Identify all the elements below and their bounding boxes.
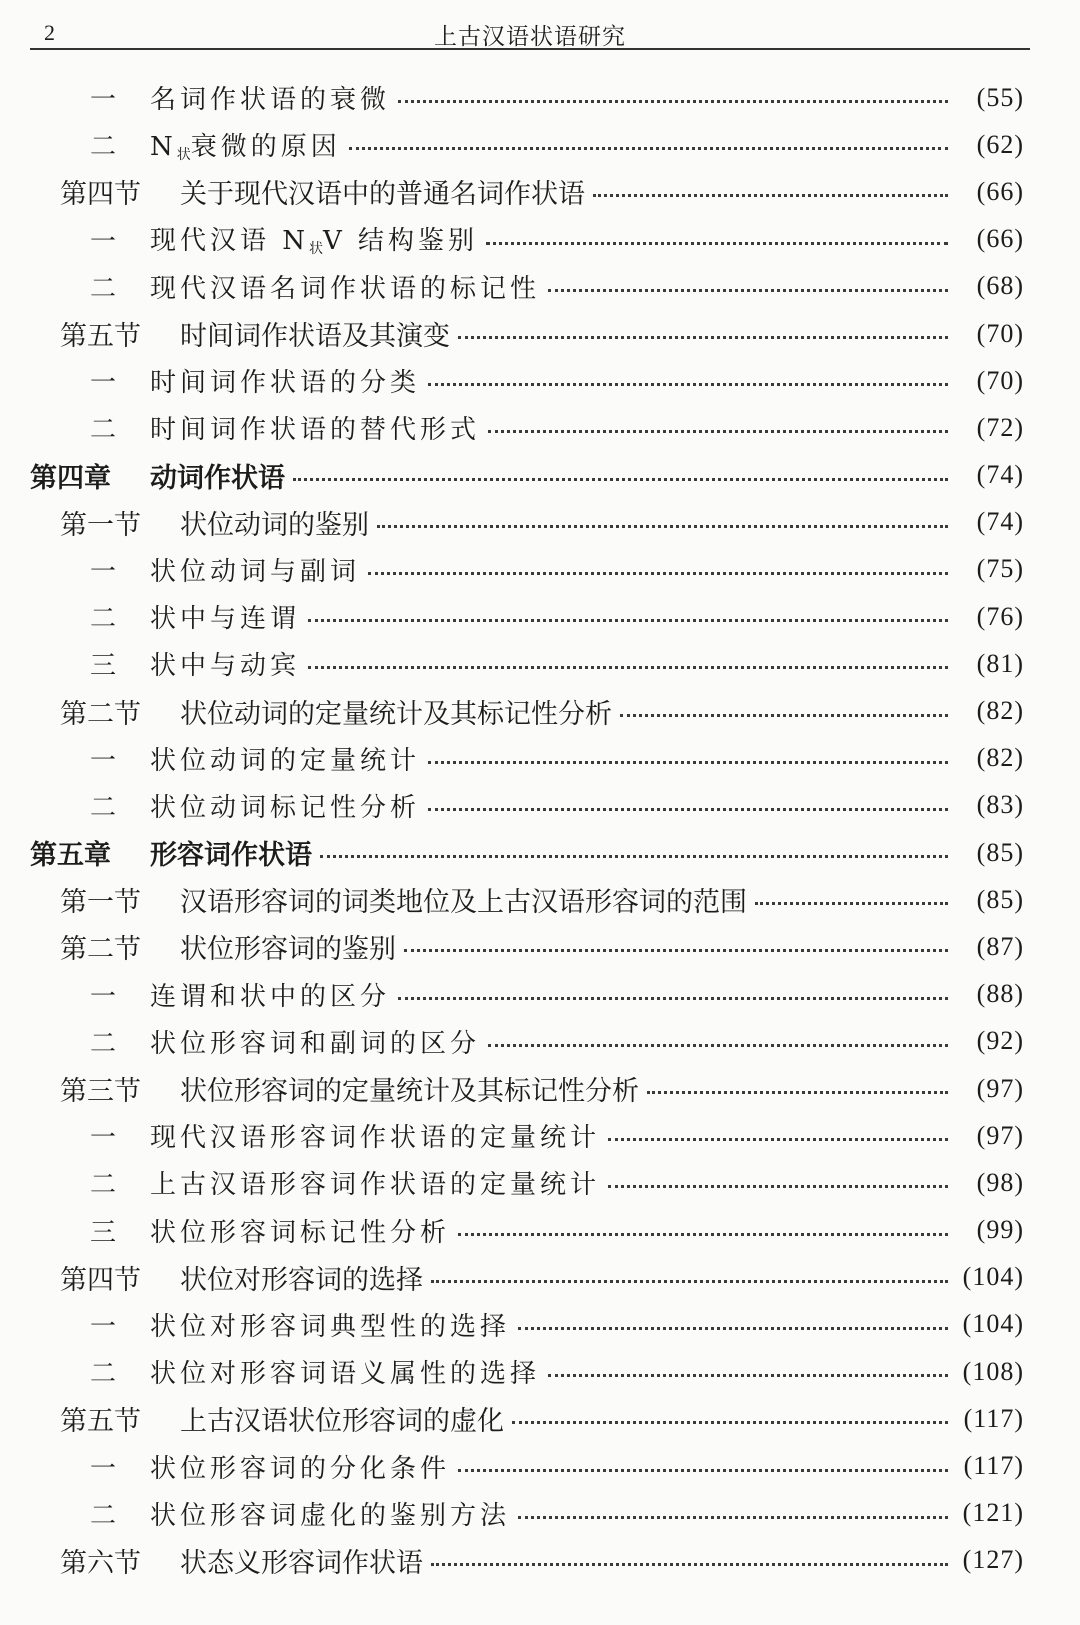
toc-entry-number: 第二节 (60, 698, 141, 730)
toc-entry-sub (0, 404, 1080, 451)
toc-entry-number: 第四章 (30, 462, 111, 494)
toc-entry-sub (0, 1207, 1080, 1254)
toc-entry-sub (0, 1018, 1080, 1065)
toc-entry-page: (104) (962, 1262, 1024, 1292)
toc-entry-page: (66) (976, 176, 1024, 206)
toc-entry-sub (0, 971, 1080, 1018)
toc-entry-number: 第四节 (60, 179, 141, 211)
dot-leader (458, 336, 948, 339)
toc-entry-sub (0, 121, 1080, 168)
toc-entry-page: (82) (976, 696, 1024, 726)
dot-leader (608, 1138, 948, 1141)
toc-entry-number: 一 (90, 226, 120, 257)
toc-entry-section (0, 1537, 1080, 1584)
toc-entry-page: (99) (976, 1215, 1024, 1245)
toc-entry-number: 二 (90, 415, 120, 446)
toc-entry-title: 状位动词的定量统计 (150, 745, 421, 776)
toc-entry-page: (81) (976, 648, 1024, 678)
toc-entry-number: 第一节 (60, 887, 141, 919)
toc-entry-number: 二 (90, 1028, 120, 1059)
toc-entry-title: 状位形容词标记性分析 (150, 1217, 451, 1248)
toc-entry-number: 二 (90, 604, 120, 635)
toc-entry-sub (0, 735, 1080, 782)
toc-entry-sub (0, 782, 1080, 829)
toc-entry-section (0, 168, 1080, 215)
toc-entry-sub (0, 1490, 1080, 1537)
dot-leader (398, 997, 948, 1000)
dot-leader (368, 572, 948, 575)
toc-entry-number: 一 (90, 556, 120, 587)
toc-entry-title: 时间词作状语的替代形式 (150, 415, 481, 446)
toc-entry-title: 状位形容词的定量统计及其标记性分析 (180, 1076, 639, 1108)
toc-entry-page: (97) (976, 1120, 1024, 1150)
dot-leader (398, 100, 948, 103)
toc-entry-sub (0, 216, 1080, 263)
toc-entry-number: 第一节 (60, 509, 141, 541)
toc-entry-page: (76) (976, 601, 1024, 631)
toc-entry-page: (72) (976, 412, 1024, 442)
toc-entry-number: 二 (90, 273, 120, 304)
dot-leader (431, 1280, 948, 1283)
toc-entry-title: 状位形容词虚化的鉴别方法 (150, 1500, 511, 1531)
page-number: 2 (44, 20, 55, 45)
toc-entry-title: 状位对形容词语义属性的选择 (150, 1359, 541, 1390)
toc-entry-page: (83) (976, 790, 1024, 820)
toc-entry-sub (0, 1442, 1080, 1489)
toc-entry-page: (97) (976, 1073, 1024, 1103)
toc-entry-page: (127) (962, 1545, 1024, 1575)
toc-entry-number: 二 (90, 1359, 120, 1390)
toc-entry-number: 第五章 (30, 840, 111, 872)
dot-leader (755, 902, 948, 905)
toc-entry-sub (0, 593, 1080, 640)
toc-entry-section (0, 1065, 1080, 1112)
toc-entry-title: 动词作状语 (150, 462, 285, 494)
toc-entry-title: 汉语形容词的词类地位及上古汉语形容词的范围 (180, 887, 747, 919)
toc-entry-number: 第五节 (60, 321, 141, 353)
dot-leader (488, 430, 948, 433)
toc-entry-page: (74) (976, 507, 1024, 537)
toc-entry-number: 一 (90, 1453, 120, 1484)
toc-entry-sub (0, 1112, 1080, 1159)
dot-leader (377, 525, 948, 528)
toc-entry-sub (0, 546, 1080, 593)
running-title: 上古汉语状语研究 (434, 24, 626, 50)
toc-entry-title (150, 220, 478, 258)
toc-entry-page: (75) (976, 554, 1024, 584)
toc-entry-title: 时间词作状语及其演变 (180, 321, 450, 353)
toc-entry-title: 状位对形容词典型性的选择 (150, 1311, 511, 1342)
toc-entry-number: 一 (90, 981, 120, 1012)
dot-leader (404, 949, 948, 952)
toc-entry-title: 连谓和状中的区分 (150, 981, 391, 1012)
toc-entry-sub (0, 1159, 1080, 1206)
title-subscript: 状 (309, 241, 324, 258)
dot-leader (647, 1091, 948, 1094)
toc-entry-title: 状位动词标记性分析 (150, 792, 421, 823)
toc-entry-section (0, 1395, 1080, 1442)
toc-entry-page: (55) (976, 82, 1024, 112)
dot-leader (518, 1327, 948, 1330)
toc-entry-title: 现代汉语名词作状语的标记性 (150, 273, 541, 304)
dot-leader (593, 194, 948, 197)
toc-entry-sub (0, 357, 1080, 404)
dot-leader (428, 383, 948, 386)
toc-entry-number: 二 (90, 792, 120, 823)
toc-entry-title: 状位对形容词的选择 (180, 1264, 423, 1296)
toc-entry-number: 一 (90, 368, 120, 399)
title-subscript: 状 (176, 146, 191, 163)
toc-entry-page: (68) (976, 271, 1024, 301)
dot-leader (486, 242, 948, 245)
dot-leader (308, 666, 948, 669)
toc-entry-title: 上古汉语状位形容词的虚化 (180, 1406, 504, 1438)
toc-entry-sub (0, 263, 1080, 310)
toc-entry-page: (121) (962, 1498, 1024, 1528)
toc-entry-page: (92) (976, 1026, 1024, 1056)
toc-entry-title (150, 126, 341, 164)
toc-entry-number: 三 (90, 1217, 120, 1248)
toc-entry-number: 二 (90, 1500, 120, 1531)
toc-entry-page: (70) (976, 365, 1024, 395)
toc-entry-page: (108) (962, 1356, 1024, 1386)
dot-leader (608, 1185, 948, 1188)
title-prefix: N (150, 131, 177, 162)
toc-entry-number: 第六节 (60, 1547, 141, 1579)
toc-entry-title: 状中与连谓 (150, 604, 301, 635)
toc-entry-section (0, 1254, 1080, 1301)
toc-entry-section (0, 310, 1080, 357)
toc-entry-sub (0, 74, 1080, 121)
toc-entry-section (0, 876, 1080, 923)
toc-entry-number: 一 (90, 1311, 120, 1342)
toc-entry-page: (62) (976, 129, 1024, 159)
toc-entry-title: 时间词作状语的分类 (150, 368, 421, 399)
dot-leader (320, 855, 948, 858)
title-suffix: 衰微的原因 (190, 131, 341, 162)
toc-entry-title: 关于现代汉语中的普通名词作状语 (180, 179, 585, 211)
toc-entry-page: (66) (976, 224, 1024, 254)
toc-entry-page: (70) (976, 318, 1024, 348)
toc-entry-title: 状位动词与副词 (150, 556, 361, 587)
toc-entry-title: 状态义形容词作状语 (180, 1547, 423, 1579)
toc-entry-section (0, 499, 1080, 546)
toc-entry-number: 一 (90, 745, 120, 776)
dot-leader (308, 619, 948, 622)
title-prefix: 现代汉语 N (150, 226, 310, 257)
dot-leader (548, 289, 948, 292)
toc-entry-section (0, 923, 1080, 970)
toc-entry-number: 一 (90, 1123, 120, 1154)
toc-entry-sub (0, 1348, 1080, 1395)
toc-entry-page: (98) (976, 1167, 1024, 1197)
toc-entry-title: 状位形容词的分化条件 (150, 1453, 451, 1484)
dot-leader (620, 714, 948, 717)
toc-entry-title: 现代汉语形容词作状语的定量统计 (150, 1123, 601, 1154)
toc-entry-chapter (0, 829, 1080, 876)
toc-entry-title: 状中与动宾 (150, 651, 301, 682)
dot-leader (458, 1233, 948, 1236)
toc-entry-sub (0, 1301, 1080, 1348)
dot-leader (349, 147, 948, 150)
toc-entry-number: 第二节 (60, 934, 141, 966)
toc-entry-page: (82) (976, 743, 1024, 773)
toc-entry-title: 名词作状语的衰微 (150, 85, 391, 116)
page-header (30, 8, 1030, 50)
dot-leader (431, 1563, 948, 1566)
toc-entry-title: 状位形容词的鉴别 (180, 934, 396, 966)
toc-entry-section (0, 687, 1080, 734)
toc-entry-title: 上古汉语形容词作状语的定量统计 (150, 1170, 601, 1201)
toc-entry-title: 状位形容词和副词的区分 (150, 1028, 481, 1059)
toc-entry-sub (0, 640, 1080, 687)
toc-entry-page: (104) (962, 1309, 1024, 1339)
toc-entry-page: (74) (976, 460, 1024, 490)
toc-entry-title: 状位动词的鉴别 (180, 509, 369, 541)
toc-entry-page: (117) (963, 1451, 1024, 1481)
toc-entry-page: (87) (976, 931, 1024, 961)
dot-leader (548, 1374, 948, 1377)
toc-entry-page: (85) (976, 884, 1024, 914)
toc-entry-number: 三 (90, 651, 120, 682)
dot-leader (428, 808, 948, 811)
toc-entry-number: 二 (90, 1170, 120, 1201)
toc-entry-number: 第四节 (60, 1264, 141, 1296)
dot-leader (512, 1421, 948, 1424)
dot-leader (428, 761, 948, 764)
toc-entry-number: 第三节 (60, 1076, 141, 1108)
table-of-contents (0, 74, 1080, 1584)
toc-entry-number: 二 (90, 132, 120, 163)
toc-entry-number: 一 (90, 85, 120, 116)
toc-entry-page: (117) (963, 1403, 1024, 1433)
toc-entry-chapter (0, 452, 1080, 499)
toc-entry-page: (85) (976, 837, 1024, 867)
dot-leader (293, 478, 948, 481)
dot-leader (458, 1469, 948, 1472)
toc-entry-title: 状位动词的定量统计及其标记性分析 (180, 698, 612, 730)
toc-entry-number: 第五节 (60, 1406, 141, 1438)
dot-leader (488, 1044, 948, 1047)
dot-leader (518, 1516, 948, 1519)
toc-entry-title: 形容词作状语 (150, 840, 312, 872)
title-suffix: V 结构鉴别 (323, 226, 479, 257)
toc-entry-page: (88) (976, 979, 1024, 1009)
